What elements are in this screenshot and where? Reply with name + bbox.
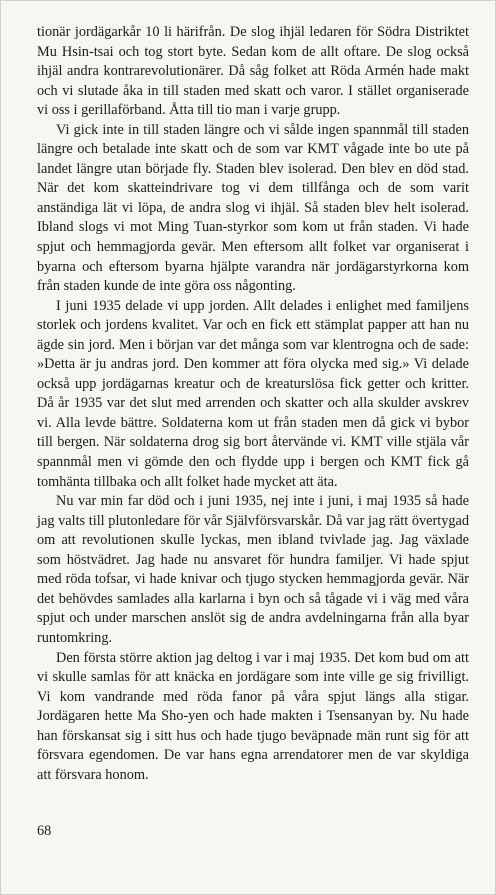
paragraph: I juni 1935 delade vi upp jorden. Allt delades i enlighet med familjens storlek och jordens kvalitet. Var och en fick ett stämplat papper att han nu ägde sin jord. Men i början var det många som var klentrogna och de sade: »Detta är ju andras jord. Den kommer att föra olycka med sig.» Vi delade också upp jordägarnas kreatur och de kreaturslösa fick getter och kritter. Då år 1935 var det slut med arrenden och skatter och alla skulder avskrev vi. Alla levde bättre. Soldaterna kom ut från staden men då gick vi bybor till bergen. När soldaterna drog sig bort återvände vi. KMT ville stjäla vår spannmål men vi gömde den och flydde upp i bergen och KMT fick gå tomhänta tillbaka och allt folket hade mycket att äta. [37, 297, 469, 490]
body-text [37, 23, 469, 785]
paragraph: Vi gick inte in till staden längre och vi sålde ingen spannmål till staden längre och betalade inte skatt och de som var KMT vågade inte bo ute på landet längre utan började fly. Staden blev isolerad. Den blev en död stad. När det kom skatteindrivare tog vi dem tillfånga och de som varit anständiga lät vi löpa, de andra slog vi ihjäl. Så staden blev helt isolerad. Ibland slogs vi mot Ming Tuan-styrkor som kom ut från staden. Vi hade spjut och hemmagjorda gevär. Men eftersom allt folket var organiserat i byarna och eftersom byarna hjälpte varandra när jordägarstyrkorna kom från staden kunde de inte göra oss någonting. [37, 121, 469, 295]
paragraph: tionär jordägarkår 10 li härifrån. De slog ihjäl ledaren för Södra Distriktet Mu Hsin-tsai och tog stort byte. Sedan kom de allt oftare. De slog också ihjäl andra kontrarevolutionärer. Då såg folket att Röda Armén hade makt och vi slutade åka in till staden med skatt och varor. I stället organiserade vi oss i gerillaförband. Åtta till tio man i varje grupp. [37, 24, 469, 119]
page-number: 68 [37, 823, 52, 839]
paragraph: Den första större aktion jag deltog i var i maj 1935. Det kom bud om att vi skulle samlas för att knäcka en jordägare som inte ville ge sig frivilligt. Vi kom vandrande med röda fanor på våra spjut längs alla stigar. Jordägaren hette Ma Sho-yen och hade makten i Tsensanyan by. Nu hade han förskansat sig i sitt hus och hade tjugo beväpnade män runt sig för att försvara egendomen. De var hans egna arrendatorer men de var skyldiga att försvara honom. [37, 649, 469, 783]
paragraph: Nu var min far död och i juni 1935, nej inte i juni, i maj 1935 så hade jag valts till plutonledare för vår Självförsvarskår. Då var jag rätt övertygad om att revolutionen skulle lyckas, men ibland tvivlade jag. Jag växlade som höstvädret. Jag hade nu ansvaret för hundra familjer. Vi hade spjut med röda tofsar, vi hade knivar och tjugo stycken hemmagjorda gevär. När det behövdes samlades alla karlarna i byn och så tågade vi i väg med våra spjut och under marschen anslöt sig de andra avdelningarna från alla byar runtomkring. [37, 493, 469, 646]
